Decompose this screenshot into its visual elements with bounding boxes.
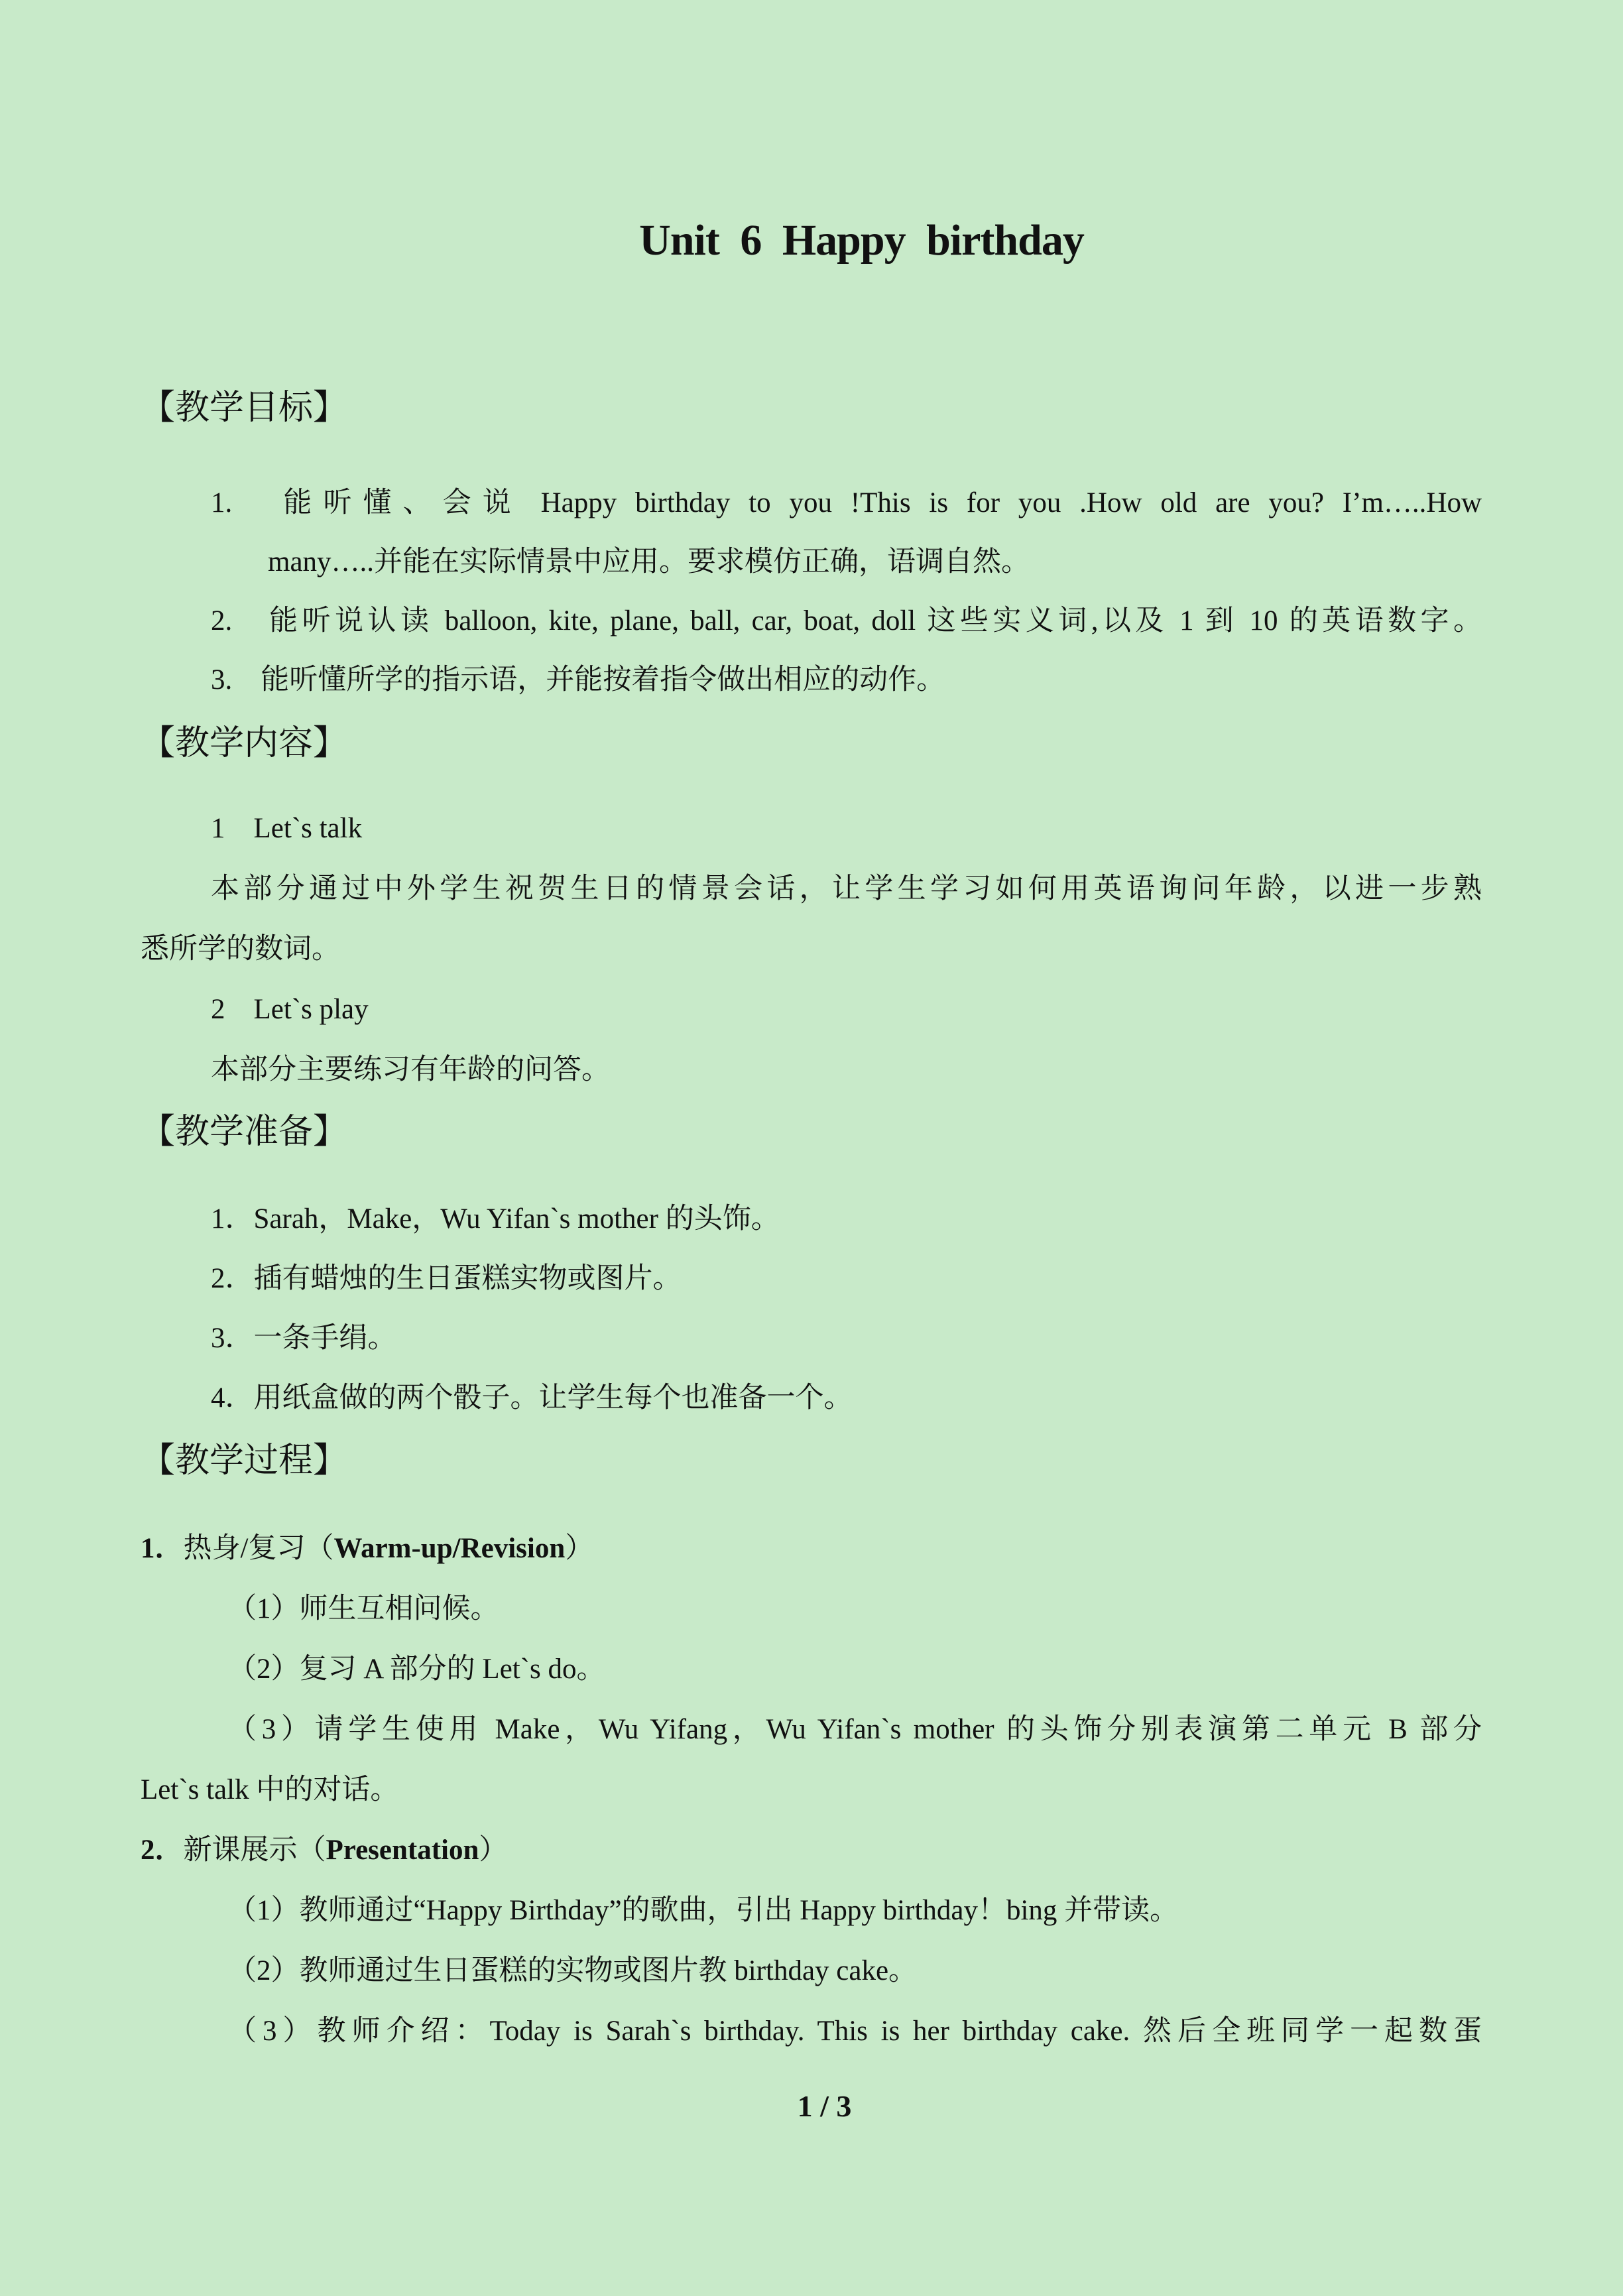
process-step-2-title (141, 1820, 1482, 1880)
preparation-item-2: 2．插有蜡烛的生日蛋糕实物或图片。 (211, 1263, 682, 1294)
content-part-2-desc: 本部分主要练习有年龄的问答。 (211, 1054, 610, 1085)
process-step-1-number: 1． (141, 1533, 184, 1564)
document-title (141, 216, 1482, 265)
process-step-1-label-en: Warm-up/Revision (333, 1533, 566, 1564)
document-title-text: Unit 6 Happy birthday (639, 216, 1084, 265)
objectives-item-1-line-2: many…..并能在实际情景中应用。要求模仿正确，语调自然。 (268, 546, 1030, 577)
content-part-2-title: 2 Let`s play (211, 994, 369, 1025)
objectives-item-3: 3. 能听懂所学的指示语，并能按着指令做出相应的动作。 (211, 664, 945, 695)
section-heading-preparation: 【教学准备】 (141, 1113, 348, 1151)
preparation-item-4: 4．用纸盒做的两个骰子。让学生每个也准备一个。 (211, 1382, 853, 1414)
process-step-1-close-paren: ） (565, 1533, 594, 1564)
content-part-1-desc-line-1: 本部分通过中外学生祝贺生日的情景会话，让学生学习如何用英语询问年龄，以进一步熟 (211, 873, 1482, 904)
process-step-2-sub-3: （3）教师介绍：Today is Sarah`s birthday. This is her birthday cake. 然后全班同学一起数蛋 (228, 2016, 1482, 2047)
section-heading-content: 【教学内容】 (141, 725, 348, 762)
process-step-2-label-zh: 新课展示（ (183, 1835, 326, 1866)
objectives-section (141, 473, 1482, 709)
content-part-1-desc-line-2: 悉所学的数词。 (141, 934, 340, 965)
process-section (141, 1518, 1482, 2061)
process-step-1-sub-3-line-1: （3）请学生使用 Make，Wu Yifang，Wu Yifan`s mother 的头饰分别表演第二单元 B 部分 (228, 1714, 1482, 1745)
preparation-section (141, 1189, 1482, 1428)
content-part-1-title: 1 Let`s talk (211, 813, 363, 844)
document-content (0, 216, 1623, 2123)
process-step-1-title (141, 1518, 1482, 1579)
process-step-1-label-zh: 热身/复习（ (183, 1533, 334, 1564)
process-step-2-number: 2． (141, 1835, 184, 1866)
section-heading-process: 【教学过程】 (141, 1442, 348, 1480)
page-number-text: 1 / 3 (797, 2089, 852, 2123)
objectives-item-1-line-1: 1. 能听懂、会说 Happy birthday to you !This is for you .How old are you? I’m…..How (211, 487, 1482, 518)
process-step-2-sub-2: （2）教师通过生日蛋糕的实物或图片教 birthday cake。 (228, 1955, 918, 1986)
page-number (141, 2091, 1482, 2122)
preparation-item-3: 3．一条手绢。 (211, 1323, 396, 1354)
process-step-1-sub-1: （1）师生互相问候。 (228, 1593, 499, 1624)
process-step-2-label-en: Presentation (326, 1835, 479, 1866)
section-heading-objectives: 【教学目标】 (141, 389, 348, 427)
objectives-item-2: 2. 能听说认读 balloon, kite, plane, ball, car, boat, doll 这些实义词,以及 1 到 10 的英语数字。 (211, 605, 1482, 636)
content-section (141, 798, 1482, 1100)
process-step-1-sub-2: （2）复习 A 部分的 Let`s do。 (228, 1654, 605, 1685)
process-step-1-sub-3-line-2: Let`s talk 中的对话。 (141, 1774, 399, 1805)
process-step-2-sub-1: （1）教师通过“Happy Birthday”的歌曲，引出 Happy birthday！bing 并带读。 (228, 1895, 1179, 1926)
preparation-item-1: 1．Sarah，Make，Wu Yifan`s mother 的头饰。 (211, 1203, 780, 1235)
process-step-2-close-paren: ） (479, 1835, 508, 1866)
